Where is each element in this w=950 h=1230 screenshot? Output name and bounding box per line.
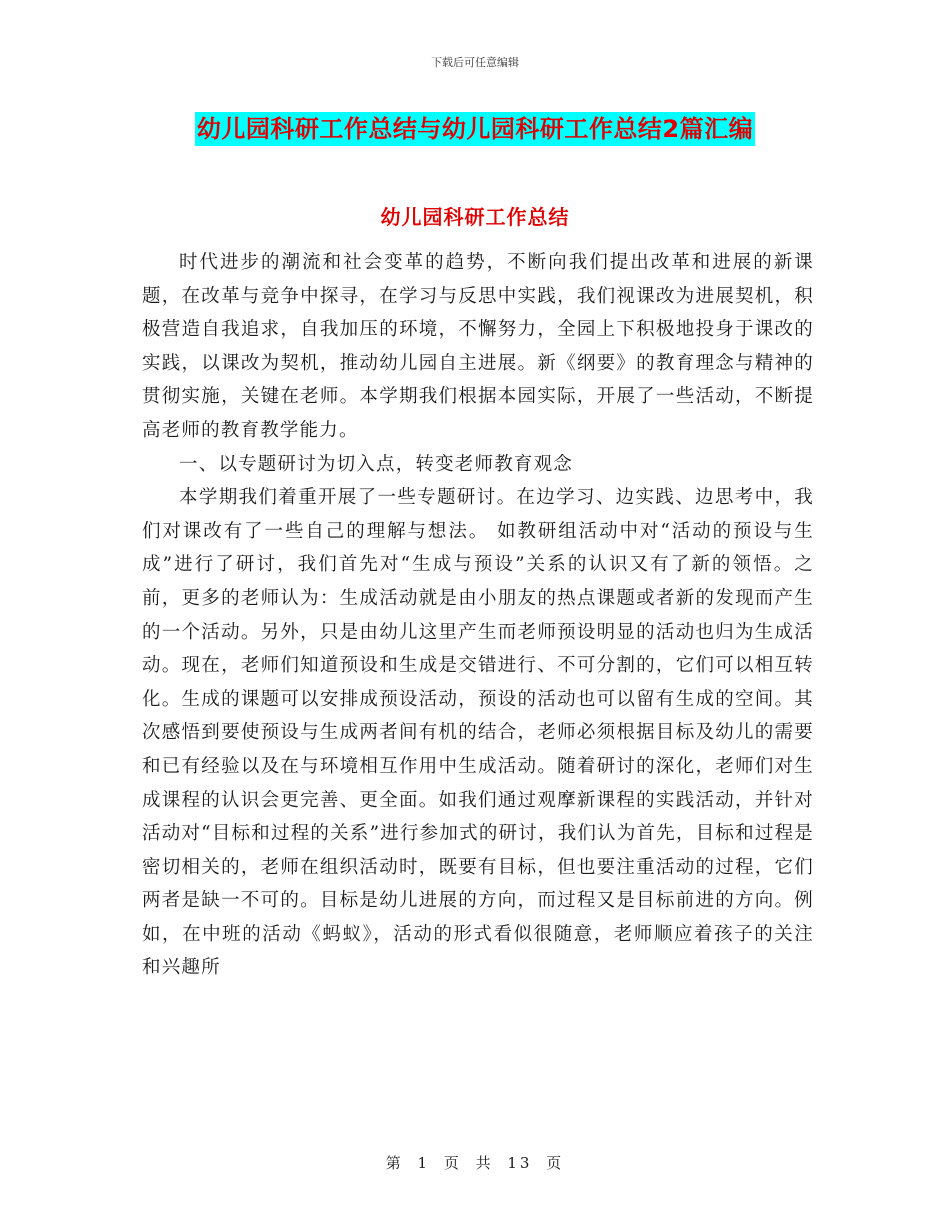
page-footer-page-number: 第 1 页 共 13 页 <box>385 1154 565 1172</box>
document-main-title: 幼儿园科研工作总结与幼儿园科研工作总结2篇汇编 <box>195 112 755 146</box>
document-body <box>142 246 814 985</box>
main-title-container <box>0 112 950 146</box>
paragraph-heading-one: 一、以专题研讨为切入点，转变老师教育观念 <box>179 453 574 475</box>
section-title: 幼儿园科研工作总结 <box>380 205 570 229</box>
paragraph-intro: 时代进步的潮流和社会变革的趋势，不断向我们提出改革和进展的新课题，在改革与竞争中探寻，在学习与反思中实践，我们视课改为进展契机，积极营造自我追求，自我加压的环境，不懈努力，全园上下积极地投身于课改的实践，以课改为契机，推动幼儿园自主进展。新《纲要》的教育理念与精神的贯彻实施，关键在老师。本学期我们根据本园实际，开展了一些活动，不断提高老师的教育教学能力。 <box>142 252 814 441</box>
page-header-note: 下载后可任意编辑 <box>431 56 519 69</box>
paragraph-research: 本学期我们着重开展了一些专题研讨。在边学习、边实践、边思考中，我们对课改有了一些自己的理解与想法。 如教研组活动中对“活动的预设与生成”进行了研讨，我们首先对“生成与预设”关系的认识又有了新的领悟。之前，更多的老师认为：生成活动就是由小朋友的热点课题或者新的发现而产生的一个活动。另外，只是由幼儿这里产生而老师预设明显的活动也归为生成活动。现在，老师们知道预设和生成是交错进行、不可分割的，它们可以相互转化。生成的课题可以安排成预设活动，预设的活动也可以留有生成的空间。其次感悟到要使预设与生成两者间有机的结合，老师必须根据目标及幼儿的需要和已有经验以及在与环境相互作用中生成活动。随着研讨的深化，老师们对生成课程的认识会更完善、更全面。如我们通过观摩新课程的实践活动，并针对活动对“目标和过程的关系”进行参加式的研讨，我们认为首先，目标和过程是密切相关的，老师在组织活动时，既要有目标，但也要注重活动的过程，它们两者是缺一不可的。目标是幼儿进展的方向，而过程又是目标前进的方向。例如，在中班的活动《蚂蚁》，活动的形式看似很随意，老师顺应着孩子的关注和兴趣所 <box>142 487 814 979</box>
